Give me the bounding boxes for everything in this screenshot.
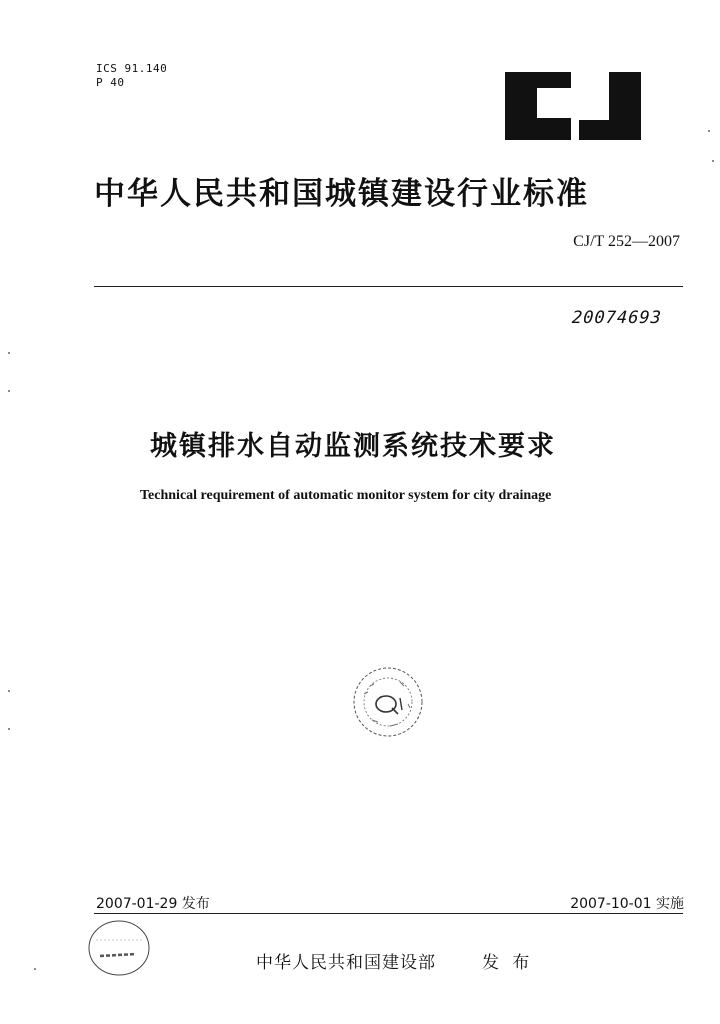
issue-word: 发 布 — [482, 953, 534, 973]
document-title-cn: 城镇排水自动监测系统技术要求 — [150, 431, 556, 462]
implement-date: 2007-10-01 实施 — [570, 896, 684, 912]
document-title-en: Technical requirement of automatic monitor system for city drainage — [140, 488, 552, 503]
issuer: 中华人民共和国建设部 — [256, 953, 436, 973]
scan-speck — [8, 352, 10, 354]
header-rule — [94, 286, 683, 287]
scan-speck — [8, 728, 10, 730]
classification-code: P 40 — [96, 76, 125, 89]
standard-title: 中华人民共和国城镇建设行业标准 — [94, 176, 589, 212]
anti-counterfeit-stamp — [86, 918, 152, 978]
scan-speck — [8, 690, 10, 692]
scan-speck — [8, 390, 10, 392]
publish-date: 2007-01-29 发布 — [96, 896, 210, 912]
stamp-number: 20074693 — [571, 308, 663, 328]
ics-code: ICS 91.140 — [96, 62, 168, 75]
scan-speck — [708, 130, 710, 132]
ics-block — [96, 62, 167, 90]
scan-speck — [712, 160, 714, 162]
scan-speck — [34, 968, 36, 970]
footer-rule — [94, 913, 683, 914]
seal-stamp — [350, 664, 426, 740]
standard-number: CJ/T 252—2007 — [573, 233, 680, 250]
cj-logo — [503, 70, 643, 142]
